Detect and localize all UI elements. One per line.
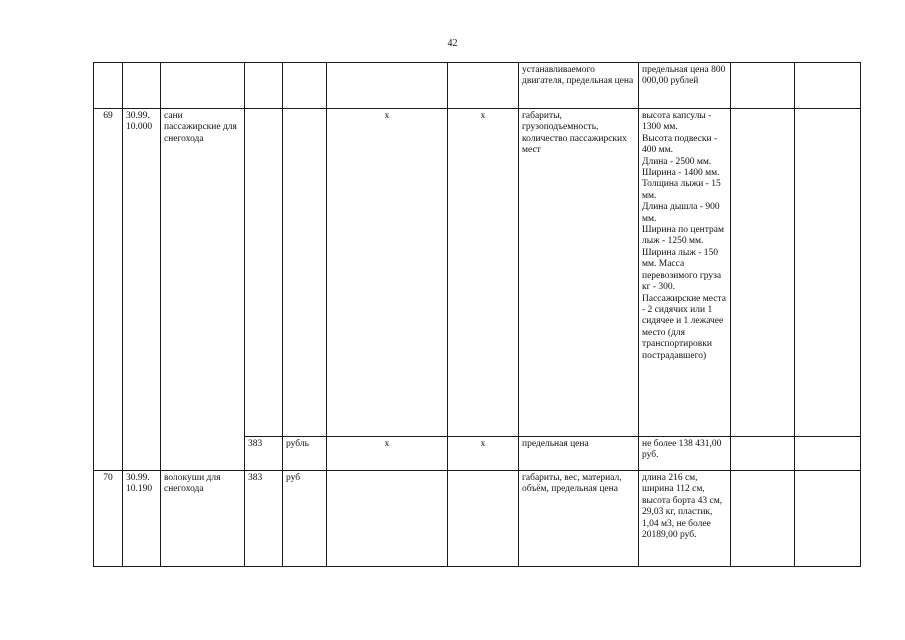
cell-unit <box>283 63 327 109</box>
cell-empty <box>795 63 861 109</box>
cell-code: 30.99. 10.190 <box>123 471 161 567</box>
cell-name <box>161 63 245 109</box>
cell-num <box>94 63 123 109</box>
table-row-continuation <box>94 63 861 109</box>
cell-code: 30.99. 10.000 <box>123 109 161 471</box>
cell-name: волокуши для снегохода <box>161 471 245 567</box>
cell-empty <box>795 437 861 471</box>
cell-characteristic: габариты, вес, материал, объём, предельная цена <box>519 471 639 567</box>
cell-okei-code: 383 <box>245 437 283 471</box>
cell-value: высота капсулы - 1300 мм. Высота подвески - 400 мм. Длина - 2500 мм. Ширина - 1400 мм. Толщина лыжи - 15 мм. Длина дышла - 900 мм. Ширина по центрам лыж - 1250 мм. Ширина лыж - 150 мм. Масса перевозимого груза кг - 300. Пассажирские места - 2 сидячих или 1 сидячее и 1 лежачее место (для транспортировки пострадавшего) <box>639 109 731 437</box>
cell-okei-code <box>245 109 283 437</box>
specification-table <box>93 62 861 567</box>
cell-empty <box>731 109 795 437</box>
cell-empty <box>795 109 861 437</box>
cell-mark: x <box>448 437 519 471</box>
cell-value: не более 138 431,00 руб. <box>639 437 731 471</box>
cell-mark <box>448 63 519 109</box>
cell-empty <box>731 437 795 471</box>
cell-num: 69 <box>94 109 123 471</box>
table-row-69 <box>94 109 861 437</box>
cell-mark <box>327 471 448 567</box>
cell-characteristic: габариты, грузоподъемность, количество пассажирских мест <box>519 109 639 437</box>
cell-mark: x <box>448 109 519 437</box>
cell-value: предельная цена 800 000,00 рублей <box>639 63 731 109</box>
cell-name: сани пассажирские для снегохода <box>161 109 245 471</box>
table-row-70 <box>94 471 861 567</box>
cell-okei-code: 383 <box>245 471 283 567</box>
cell-characteristic: предельная цена <box>519 437 639 471</box>
cell-mark <box>327 63 448 109</box>
cell-code <box>123 63 161 109</box>
cell-value: длина 216 см, ширина 112 см, высота борта 43 см, 29,03 кг, пластик, 1,04 м3, не более 20189,00 руб. <box>639 471 731 567</box>
cell-unit: руб <box>283 471 327 567</box>
cell-empty <box>795 471 861 567</box>
cell-mark <box>448 471 519 567</box>
cell-mark: x <box>327 437 448 471</box>
cell-empty <box>731 63 795 109</box>
cell-characteristic: устанавливаемого двигателя, предельная цена <box>519 63 639 109</box>
page-number: 42 <box>447 38 458 49</box>
cell-unit: рубль <box>283 437 327 471</box>
cell-num: 70 <box>94 471 123 567</box>
cell-mark: x <box>327 109 448 437</box>
cell-okei-code <box>245 63 283 109</box>
cell-empty <box>731 471 795 567</box>
cell-unit <box>283 109 327 437</box>
